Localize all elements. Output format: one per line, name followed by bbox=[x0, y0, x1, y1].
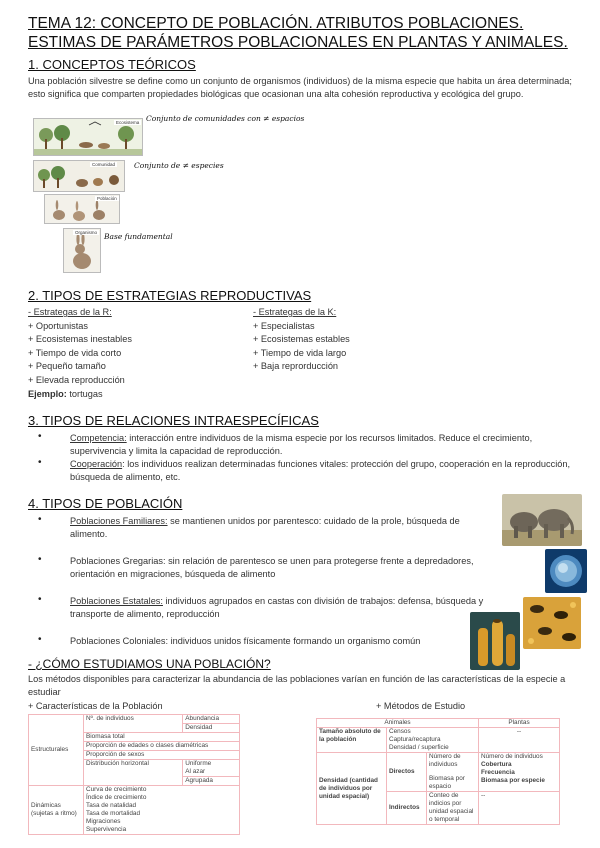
plantas-item: Número de individuos bbox=[481, 753, 543, 760]
biomasa-cell: Biomasa total bbox=[84, 733, 240, 742]
directos-methods-cell bbox=[427, 753, 479, 792]
gregarias-text: sin relación de parentesco se unen para protegerse frente a depredadores, orientación en migraciones, búsqueda de alimento bbox=[70, 556, 474, 579]
dinamicas-item: Migraciones bbox=[86, 818, 121, 825]
fish-school-image bbox=[545, 549, 587, 593]
section-2-heading: 2. TIPOS DE ESTRATEGIAS REPRODUCTIVAS bbox=[28, 288, 312, 303]
organismo-note: Base fundamental bbox=[104, 232, 173, 241]
bullet-icon: • bbox=[38, 554, 42, 565]
densidad-sup-label: Densidad / superficie bbox=[389, 744, 449, 751]
coloniales-item bbox=[70, 635, 470, 648]
plantas-item: Cobertura bbox=[481, 761, 512, 768]
k-item: + Baja reprorducción bbox=[253, 361, 339, 372]
dinamicas-item: Tasa de natalidad bbox=[86, 802, 137, 809]
coral-image bbox=[470, 612, 520, 670]
example-value: tortugas bbox=[69, 388, 103, 399]
num-individuos-cell: Nº. de individuos bbox=[84, 715, 183, 733]
section-5-heading: - ¿CÓMO ESTUDIAMOS UNA POBLACIÓN? bbox=[28, 657, 271, 671]
gregarias-item bbox=[70, 555, 510, 581]
estructurales-cell: Estructurales bbox=[29, 715, 84, 786]
bullet-icon: • bbox=[38, 634, 42, 645]
biomasa-espacio-label: Biomasa por espacio bbox=[429, 775, 465, 790]
r-item: + Tiempo de vida corto bbox=[28, 347, 122, 358]
comunidad-note: Conjunto de ≠ especies bbox=[134, 161, 224, 170]
poblacion-image bbox=[44, 194, 120, 224]
competencia-item bbox=[70, 432, 570, 458]
competencia-term: Competencia: bbox=[70, 433, 127, 443]
dinamicas-item: Supervivencia bbox=[86, 826, 127, 833]
familiares-term: Poblaciones Familiares: bbox=[70, 516, 168, 526]
r-strategy-title: - Estrategas de la R: bbox=[28, 307, 112, 317]
ecosistema-note: Conjunto de comunidades con ≠ espacios bbox=[146, 114, 305, 123]
plantas-item: Biomasa por especie bbox=[481, 777, 545, 784]
directos-cell: Directos bbox=[387, 753, 427, 792]
metodos-table bbox=[316, 718, 560, 825]
section-1-heading: 1. CONCEPTOS TEÓRICOS bbox=[28, 57, 196, 72]
k-strategy-list bbox=[253, 306, 350, 374]
organismo-label: Organismo bbox=[75, 230, 98, 235]
densidad-cell: Densidad bbox=[183, 724, 240, 733]
tamano-cell: Tamaño absoluto de la población bbox=[317, 728, 387, 753]
cooperacion-item bbox=[70, 458, 570, 484]
page-title: TEMA 12: CONCEPTO DE POBLACIÓN. ATRIBUTOS POBLACIONES. ESTIMAS DE PARÁMETROS POBLACIONALES EN PLANTAS Y ANIMALES. bbox=[28, 15, 568, 51]
dinamicas-list-cell bbox=[84, 786, 240, 835]
comunidad-image bbox=[33, 160, 125, 192]
dinamicas-cell: Dinámicas (sujetas a ritmo) bbox=[29, 786, 84, 835]
dinamicas-item: Curva de crecimiento bbox=[86, 786, 147, 793]
bullet-icon: • bbox=[38, 431, 42, 442]
cooperacion-text: : los individuos realizan determinadas funciones vitales: protección del grupo, cooperación en la reproducción, búsqueda de alimento, etc. bbox=[70, 459, 571, 482]
example-line bbox=[28, 388, 132, 402]
bullet-icon: • bbox=[38, 457, 42, 468]
cooperacion-term: Cooperación bbox=[70, 459, 123, 469]
plantas-item: Frecuencia bbox=[481, 769, 515, 776]
caracteristicas-table bbox=[28, 714, 240, 835]
r-item: + Pequeño tamaño bbox=[28, 361, 106, 372]
bullet-icon: • bbox=[38, 514, 42, 525]
k-item: + Especialistas bbox=[253, 320, 315, 331]
comunidad-label: Comunidad bbox=[92, 162, 116, 167]
tamano-methods-cell bbox=[387, 728, 479, 753]
num-individuos-label: Número de individuos bbox=[429, 753, 461, 768]
elephants-image bbox=[502, 494, 582, 546]
indirectos-cell: Indirectos bbox=[387, 792, 427, 825]
proporcion-edades-cell: Proporción de edades o clases diamétricas bbox=[84, 742, 240, 751]
dash-cell-2: -- bbox=[479, 792, 560, 825]
estatales-text: individuos agrupados en castas con división de trabajos: defensa, búsqueda y transporte de alimento, reproducción bbox=[70, 596, 484, 619]
uniforme-label: Uniforme bbox=[185, 760, 212, 767]
coloniales-term: Poblaciones Coloniales: bbox=[70, 636, 169, 646]
plantas-header: Plantas bbox=[479, 719, 560, 728]
dinamicas-item: Tasa de mortalidad bbox=[86, 810, 140, 817]
k-strategy-title: - Estrategas de la K: bbox=[253, 307, 337, 317]
section-1-paragraph: Una población silvestre se define como un conjunto de organismos (individuos) de la misma especie que habita un área determinada; esto significa que comparten propiedades biológicas que ocasionan una alta cohesión reproductiva y ecológica del grupo. bbox=[28, 76, 572, 99]
organismo-image bbox=[63, 228, 101, 273]
r-item: + Elevada reproducción bbox=[28, 374, 125, 385]
agrupada-cell: Agrupada bbox=[183, 777, 240, 786]
bees-image bbox=[523, 597, 581, 649]
coloniales-text: individuos unidos físicamente formando un organismo común bbox=[170, 636, 421, 646]
animales-header: Animales bbox=[317, 719, 479, 728]
poblacion-label: Población bbox=[97, 196, 117, 201]
censos-label: Censos bbox=[389, 728, 411, 735]
k-item: + Ecosistemas estables bbox=[253, 334, 350, 345]
r-item: + Ecosistemas inestables bbox=[28, 334, 132, 345]
estatales-term: Poblaciones Estatales: bbox=[70, 596, 163, 606]
familiares-item bbox=[70, 515, 498, 541]
r-item: + Oportunistas bbox=[28, 320, 89, 331]
abundancia-cell: Abundancia bbox=[183, 715, 240, 724]
familiares-text: se mantienen unidos por parentesco: cuidado de la prole, búsqueda de alimento. bbox=[70, 516, 460, 539]
bullet-icon: • bbox=[38, 594, 42, 605]
k-item: + Tiempo de vida largo bbox=[253, 347, 347, 358]
example-label: Ejemplo: bbox=[28, 388, 67, 399]
distribucion-cell: Distribución horizontal bbox=[84, 760, 183, 786]
ecosistema-label: Ecosistema bbox=[116, 120, 140, 125]
competencia-text: interacción entre individuos de la misma especie por los recursos limitados. Reduce el crecimiento, supervivencia y limita la capacidad de reproducción. bbox=[70, 433, 533, 456]
plantas-methods-cell bbox=[479, 753, 560, 792]
r-strategy-list bbox=[28, 306, 132, 401]
metodos-subheading: + Métodos de Estudio bbox=[376, 701, 466, 711]
ecosistema-image bbox=[33, 118, 143, 156]
dinamicas-item: Índice de crecimiento bbox=[86, 794, 147, 801]
section-5-paragraph: Los métodos disponibles para caracterizar la abundancia de las poblaciones varían en función de las características de la especie a estudiar bbox=[28, 674, 566, 697]
section-4-heading: 4. TIPOS DE POBLACIÓN bbox=[28, 496, 183, 511]
captura-label: Captura/recaptura bbox=[389, 736, 441, 743]
uniforme-cell bbox=[183, 760, 240, 777]
densidad-cantidad-cell: Densidad (cantidad de individuos por unidad espacial) bbox=[317, 753, 387, 825]
caracteristicas-subheading: + Características de la Población bbox=[28, 701, 163, 711]
conteo-cell: Conteo de indicios por unidad espacial o temporal bbox=[427, 792, 479, 825]
dash-cell: -- bbox=[479, 728, 560, 753]
gregarias-term: Poblaciones Gregarias: bbox=[70, 556, 166, 566]
section-3-heading: 3. TIPOS DE RELACIONES INTRAESPECÍFICAS bbox=[28, 413, 319, 428]
proporcion-sexos-cell: Proporción de sexos bbox=[84, 751, 240, 760]
estatales-item bbox=[70, 595, 510, 621]
azar-label: Al azar bbox=[185, 768, 206, 775]
